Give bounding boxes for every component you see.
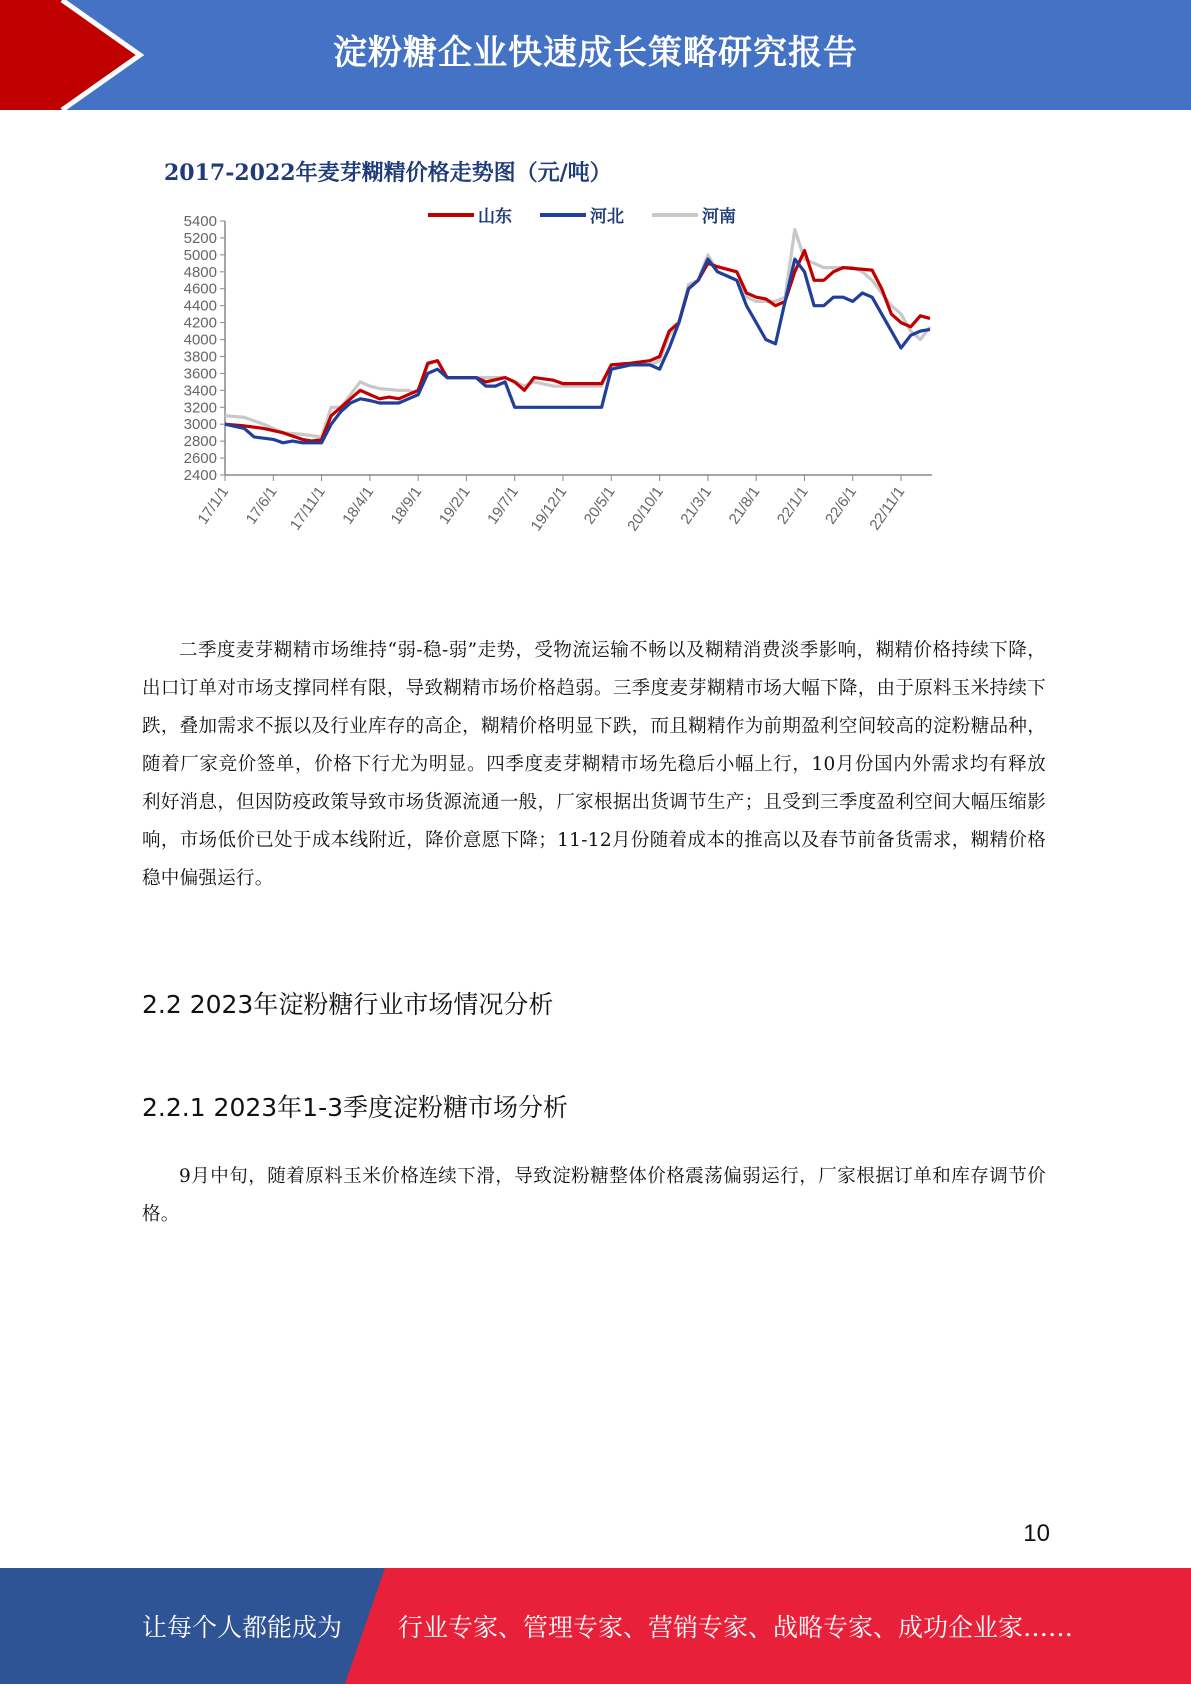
section-heading-2-2-1: 2.2.1 2023年1-3季度淀粉糖市场分析 [142,1093,569,1122]
x-tick-label: 21/8/1 [725,483,764,528]
section-heading-2-2: 2.2 2023年淀粉糖行业市场情况分析 [142,990,554,1019]
page-footer [0,1568,1191,1684]
y-tick-label: 5200 [183,229,217,247]
x-tick-label: 22/1/1 [773,483,812,528]
x-tick-label: 17/1/1 [194,483,233,528]
y-tick-label: 2600 [183,450,217,468]
legend-item-hebei [540,202,624,227]
report-title: 淀粉糖企业快速成长策略研究报告 [333,33,858,73]
y-tick-label: 4400 [183,297,217,315]
page-header [0,0,1191,110]
legend-label-shandong: 山东 [478,207,512,227]
legend-item-henan [652,202,736,227]
chart-title: 2017-2022年麦芽糊精价格走势图（元/吨） [164,160,612,186]
footer-slogan-right: 行业专家、管理专家、营销专家、战略专家、成功企业家…… [398,1613,1074,1642]
legend-swatch-shandong [428,213,474,217]
legend-swatch-henan [652,213,698,217]
y-tick-label: 4200 [183,314,217,332]
y-tick-label: 5000 [183,246,217,264]
x-tick-label: 18/4/1 [339,483,378,528]
x-tick-label: 19/7/1 [484,483,523,528]
price-trend-chart [150,148,1030,608]
chart-legend [428,202,736,227]
x-tick-label: 21/3/1 [677,483,716,528]
legend-label-henan: 河南 [702,207,736,227]
y-tick-label: 3400 [183,382,217,400]
y-tick-label: 4600 [183,280,217,298]
page-number: 10 [1023,1520,1050,1547]
x-tick-label: 17/11/1 [286,483,329,534]
body-paragraph-maltodextrin: 二季度麦芽糊精市场维持“弱-稳-弱”走势，受物流运输不畅以及糊精消费淡季影响，糊精价格持续下降，出口订单对市场支撑同样有限，导致糊精市场价格趋弱。三季度麦芽糊精市场大幅下降，由于原料玉米持续下跌，叠加需求不振以及行业库存的高企，糊精价格明显下跌，而且糊精作为前期盈利空间较高的淀粉糖品种，随着厂家竞价签单，价格下行尤为明显。四季度麦芽糊精市场先稳后小幅上行，10月份国内外需求均有释放利好消息，但因防疫政策导致市场货源流通一般，厂家根据出货调节生产；且受到三季度盈利空间大幅压缩影响，市场低价已处于成本线附近，降价意愿下降；11-12月份随着成本的推高以及春节前备货需求，糊精价格稳中偏强运行。 [142,640,1046,889]
y-tick-label: 4800 [183,263,217,281]
y-tick-label: 2400 [183,467,217,484]
y-tick-label: 3200 [183,399,217,417]
y-tick-label: 2800 [183,433,217,451]
legend-swatch-hebei [540,213,586,217]
x-tick-label: 19/12/1 [527,483,571,535]
footer-slogan-left: 让每个人都能成为 [142,1613,343,1642]
y-tick-label: 5400 [183,213,217,230]
y-tick-label: 3600 [183,365,217,383]
y-tick-label: 3000 [183,416,217,434]
x-tick-label: 20/10/1 [624,483,667,535]
y-tick-label: 4000 [183,331,217,349]
y-tick-label: 3800 [183,348,217,366]
x-tick-label: 20/5/1 [580,483,619,528]
x-tick-label: 22/6/1 [822,483,861,528]
x-tick-label: 22/11/1 [866,483,909,534]
body-paragraph-september: 9月中旬，随着原料玉米价格连续下滑，导致淀粉糖整体价格震荡偏弱运行，厂家根据订单和库存调节价格。 [142,1166,1046,1225]
x-tick-label: 19/2/1 [435,483,474,528]
x-tick-label: 17/6/1 [242,483,281,528]
legend-label-hebei: 河北 [590,207,624,227]
x-tick-label: 18/9/1 [387,483,426,528]
legend-item-shandong [428,202,512,227]
